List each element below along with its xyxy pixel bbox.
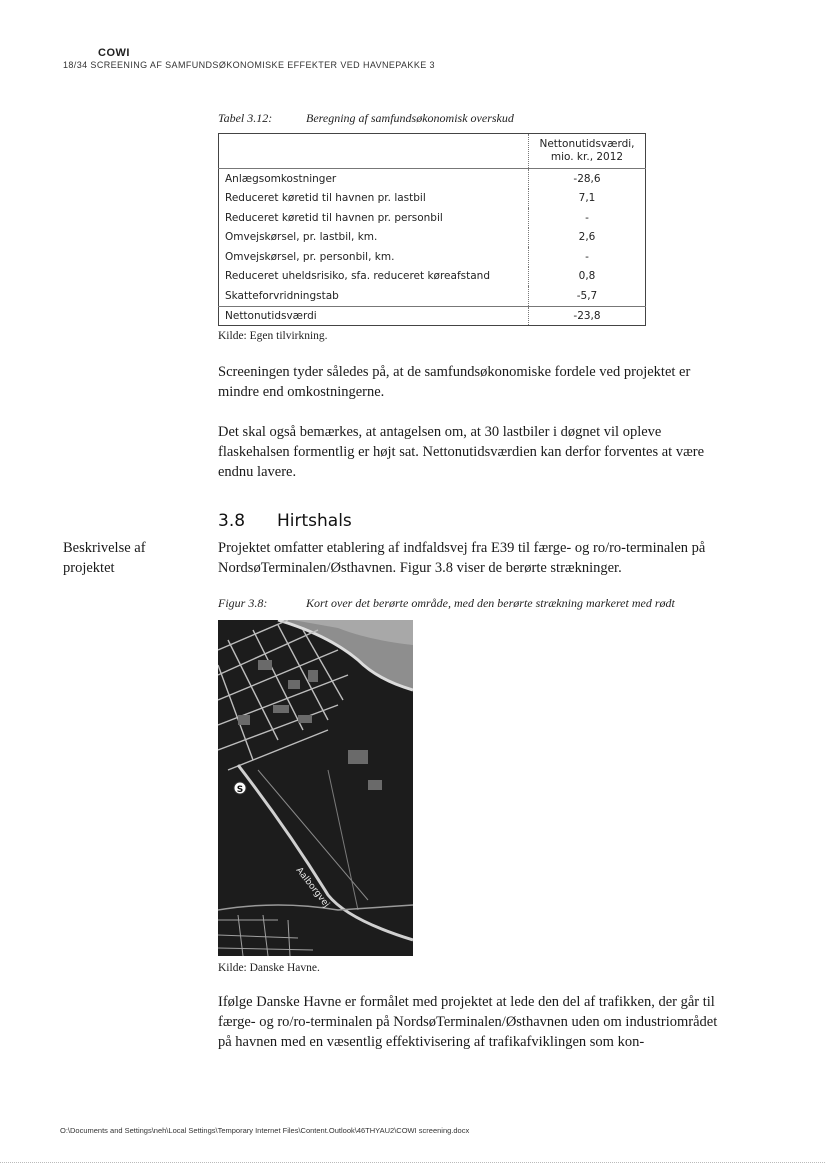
table-total-row [219, 306, 646, 325]
table-row [219, 286, 646, 306]
row-label: Reduceret køretid til havnen pr. personbil [225, 211, 443, 224]
row-label: Reduceret uheldsrisiko, sfa. reduceret køreafstand [225, 270, 490, 283]
paragraph-purpose: Ifølge Danske Havne er formålet med projektet at lede den del af trafikken, der går til færge- og ro/ro-terminalen på NordsøTerminalen/Østhavnen uden om industriområdet på havnen med en væsentlig effektivisering af trafikafviklingen som kon- [218, 994, 718, 1050]
table-row [219, 267, 646, 287]
row-label: Skatteforvridningstab [225, 289, 339, 302]
bottom-divider [0, 1162, 825, 1163]
map-marker-text: S [236, 785, 244, 795]
row-label: Anlægsomkostninger [225, 172, 337, 185]
table-title: Beregning af samfundsøkonomisk overskud [306, 111, 514, 125]
row-value: -28,6 [529, 169, 646, 189]
table-source: Kilde: Egen tilvirkning. [218, 330, 328, 342]
column-header-line1: Nettonutidsværdi, [539, 138, 635, 150]
table-row [219, 169, 646, 189]
row-value: - [529, 247, 646, 267]
table-label: Tabel 3.12: [218, 111, 273, 125]
table-header-empty [219, 134, 529, 169]
figure-source: Kilde: Danske Havne. [218, 962, 320, 974]
row-value: - [529, 208, 646, 228]
table-column-header [529, 134, 646, 169]
row-label: Reduceret køretid til havnen pr. lastbil [225, 192, 426, 205]
row-label: Omvejskørsel, pr. lastbil, km. [225, 231, 378, 244]
table-row [219, 189, 646, 209]
table-row [219, 208, 646, 228]
table-row [219, 228, 646, 248]
map-road-label: Aalborgvej [293, 865, 332, 910]
row-value: -5,7 [529, 286, 646, 306]
page-header: 18/34 SCREENING AF SAMFUNDSØKONOMISKE EFFEKTER VED HAVNEPAKKE 3 [63, 60, 435, 70]
column-header-line2: mio. kr., 2012 [550, 151, 624, 163]
row-value: 2,6 [529, 228, 646, 248]
paragraph-note: Det skal også bemærkes, at antagelsen om, at 30 lastbiler i døgnet vil opleve flaskehalsen formentlig er højt sat. Nettonutidsværdien kan derfor forventes at være endnu lavere. [218, 424, 705, 480]
paragraph-project: Projektet omfatter etablering af indfaldsvej fra E39 til færge- og ro/ro-terminalen på NordsøTerminalen/Østhavnen. Figur 3.8 viser de berørte strækninger. [218, 540, 706, 576]
side-label: Beskrivelse af projektet [63, 540, 146, 576]
table-header-row [219, 134, 646, 169]
cowi-logo: COWI [98, 47, 130, 59]
row-label: Omvejskørsel, pr. personbil, km. [225, 250, 395, 263]
section-title: Hirtshals [277, 511, 352, 531]
map-image [218, 620, 413, 956]
total-value: -23,8 [529, 306, 646, 325]
row-value: 0,8 [529, 267, 646, 287]
table-row [219, 247, 646, 267]
figure-label: Figur 3.8: [218, 596, 268, 610]
footer-path: O:\Documents and Settings\neh\Local Settings\Temporary Internet Files\Content.Outlook\46THYAU2\COWI screening.docx [60, 1126, 470, 1135]
figure-title: Kort over det berørte område, med den berørte strækning markeret med rødt [306, 596, 675, 610]
section-number: 3.8 [218, 511, 246, 531]
results-table [218, 133, 646, 326]
paragraph-conclusion: Screeningen tyder således på, at de samfundsøkonomiske fordele ved projektet er mindre end omkostningerne. [218, 364, 691, 400]
total-label: Nettonutidsværdi [219, 306, 529, 325]
row-value: 7,1 [529, 189, 646, 209]
